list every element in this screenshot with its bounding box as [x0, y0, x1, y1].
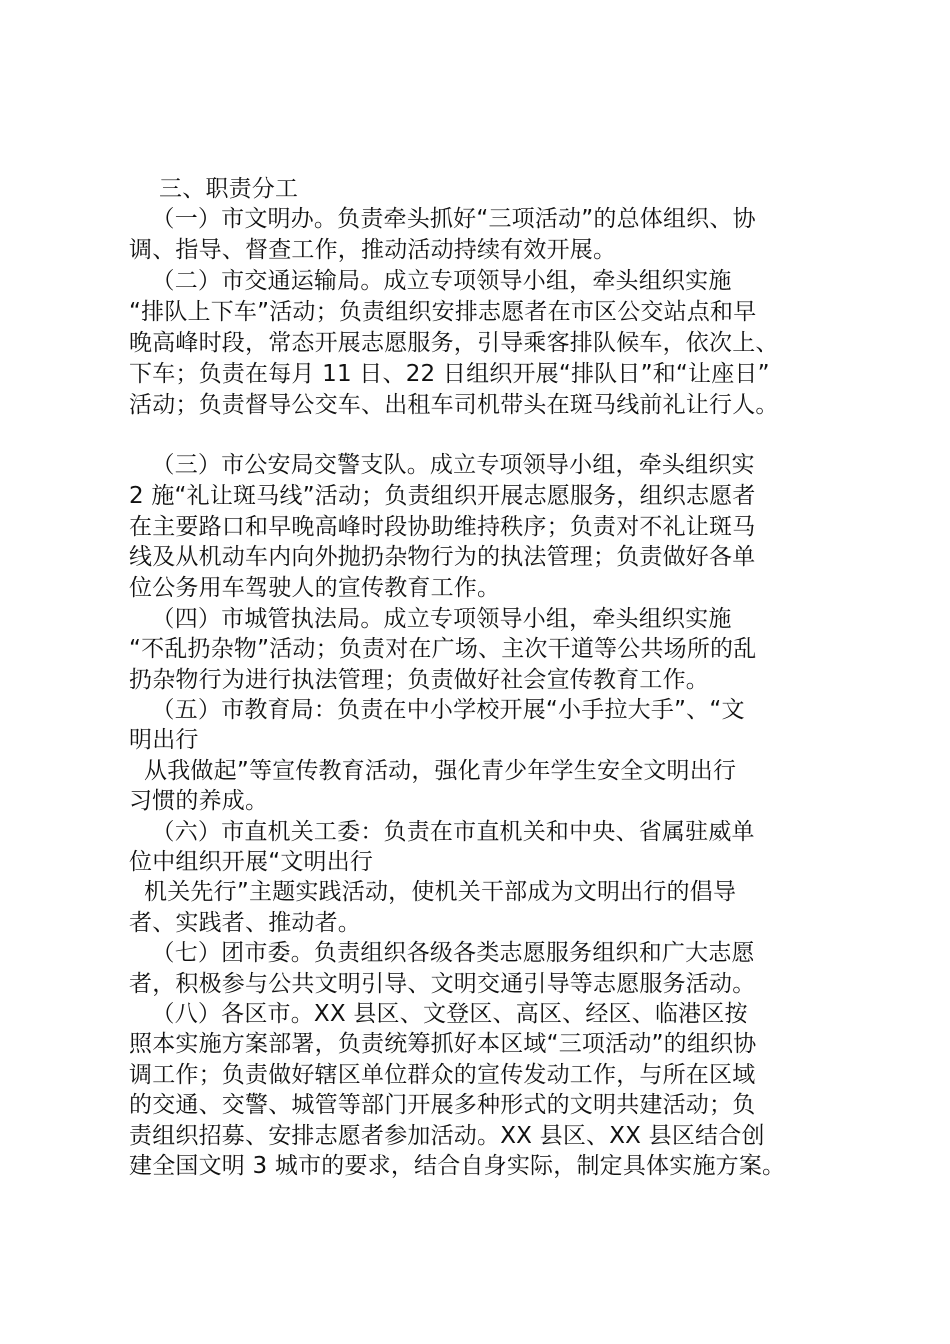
text-line: 照本实施方案部署，负责统筹抓好本区域“三项活动”的组织协 [129, 1031, 757, 1057]
text-line: 扔杂物行为进行执法管理；负责做好社会宣传教育工作。 [129, 667, 709, 693]
text-line: （五）市教育局：负责在中小学校开展“小手拉大手”、“文 [129, 697, 745, 723]
text-line: 明出行 [129, 727, 199, 753]
text-line: （八）各区市。XX 县区、文登区、高区、经区、临港区按 [129, 1001, 748, 1027]
text-line: 者、实践者、推动者。 [129, 910, 361, 936]
text-line: 在主要路口和早晚高峰时段协助维持秩序；负责对不礼让斑马 [129, 514, 756, 540]
section-heading: 三、职责分工 [129, 176, 299, 202]
text-line: 活动；负责督导公交车、出租车司机带头在斑马线前礼让行人。 [129, 392, 779, 418]
text-line: （三）市公安局交警支队。成立专项领导小组，牵头组织实 [129, 452, 755, 478]
text-line: 建全国文明 3 城市的要求，结合自身实际，制定具体实施方案。 [129, 1153, 786, 1179]
text-line: （六）市直机关工委：负责在市直机关和中央、省属驻威单 [129, 819, 755, 845]
text-line: 的交通、交警、城管等部门开展多种形式的文明共建活动；负 [129, 1092, 756, 1118]
text-line: 2 施“礼让斑马线”活动；负责组织开展志愿服务，组织志愿者 [129, 483, 756, 509]
text-line: （七）团市委。负责组织各级各类志愿服务组织和广大志愿 [129, 940, 755, 966]
text-line: （二）市交通运输局。成立专项领导小组，牵头组织实施 [129, 268, 732, 294]
text-line: 位公务用车驾驶人的宣传教育工作。 [129, 575, 501, 601]
text-line: 下车；负责在每月 11 日、22 日组织开展“排队日”和“让座日” [129, 361, 770, 387]
text-line: 从我做起”等宣传教育活动，强化青少年学生安全文明出行 [129, 758, 737, 784]
text-line: （四）市城管执法局。成立专项领导小组，牵头组织实施 [129, 606, 732, 632]
text-line: （一）市文明办。负责牵头抓好“三项活动”的总体组织、协 [129, 206, 756, 232]
text-line: 责组织招募、安排志愿者参加活动。XX 县区、XX 县区结合创 [129, 1123, 765, 1149]
text-line: 晚高峰时段，常态开展志愿服务，引导乘客排队候车，依次上、 [129, 330, 779, 356]
text-line: 习惯的养成。 [129, 788, 269, 814]
text-line: “不乱扔杂物”活动；负责对在广场、主次干道等公共场所的乱 [129, 636, 757, 662]
text-line: 者，积极参与公共文明引导、文明交通引导等志愿服务活动。 [129, 971, 756, 997]
text-line: “排队上下车”活动；负责组织安排志愿者在市区公交站点和早 [129, 299, 757, 325]
text-line: 线及从机动车内向外抛扔杂物行为的执法管理；负责做好各单 [129, 544, 756, 570]
text-line: 机关先行”主题实践活动，使机关干部成为文明出行的倡导 [129, 879, 737, 905]
text-line: 位中组织开展“文明出行 [129, 849, 374, 875]
text-line: 调、指导、督查工作，推动活动持续有效开展。 [129, 237, 617, 263]
text-line: 调工作；负责做好辖区单位群众的宣传发动工作，与所在区域 [129, 1062, 756, 1088]
